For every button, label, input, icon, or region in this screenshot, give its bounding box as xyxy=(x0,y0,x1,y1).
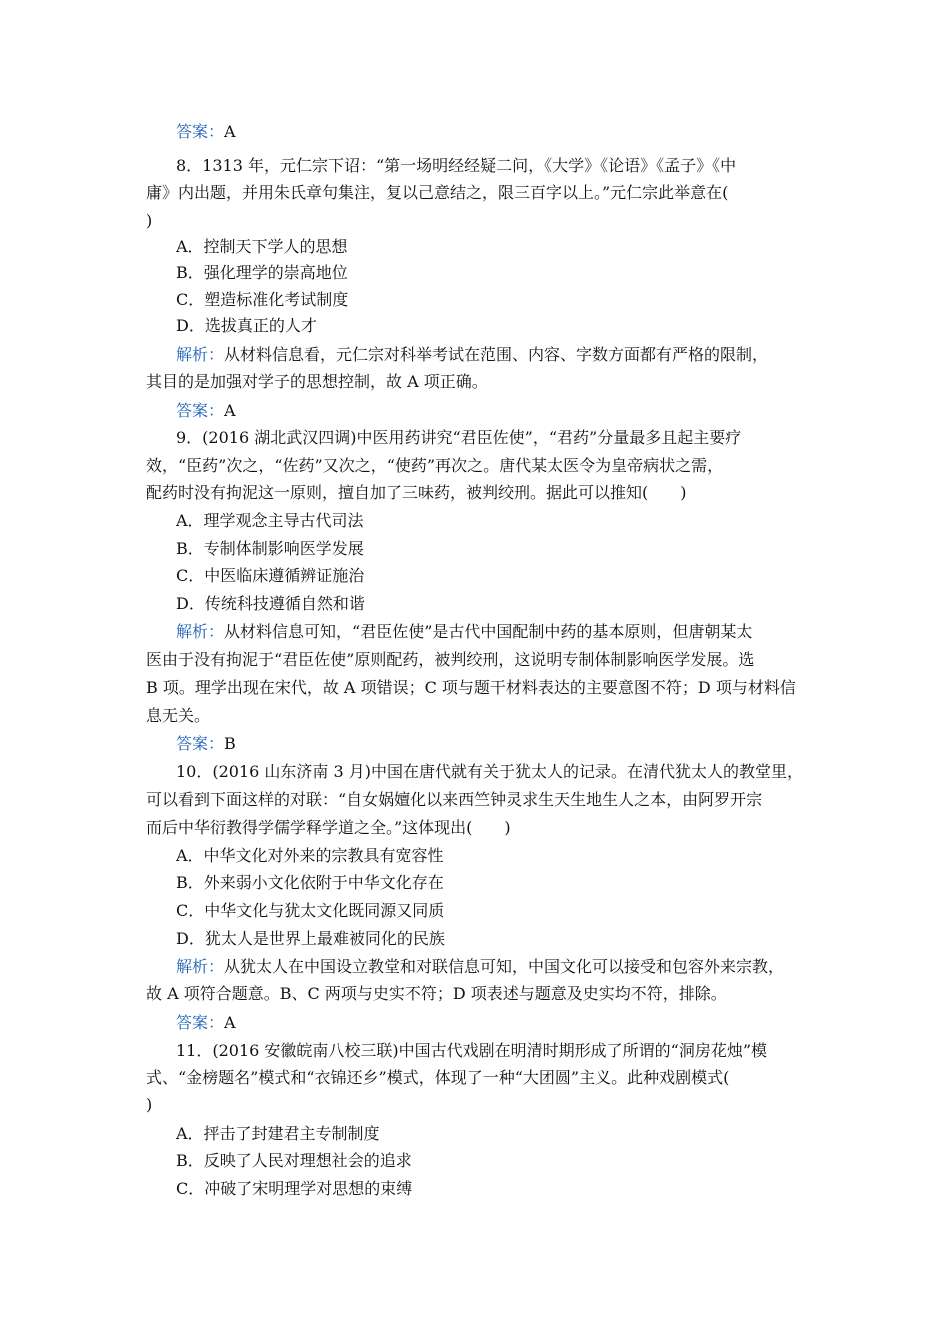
q9-analysis-line-1 xyxy=(176,622,752,642)
q8-stem-line-3: ) xyxy=(146,211,153,230)
q10-option-b: B．外来弱小文化依附于中华文化存在 xyxy=(176,873,444,892)
q11-stem-line-3: ) xyxy=(146,1095,153,1114)
answer-value: B xyxy=(224,734,236,753)
q11-option-c: C．冲破了宋明理学对思想的束缚 xyxy=(176,1179,413,1198)
analysis-label: 解析： xyxy=(176,622,225,641)
q11-option-a: A．抨击了封建君主专制制度 xyxy=(176,1124,380,1143)
q9-analysis-line-3: B 项。理学出现在宋代，故 A 项错误；C 项与题干材料表达的主要意图不符；D 项与材料信 xyxy=(146,678,796,697)
answer-label: 答案： xyxy=(176,734,225,753)
q9-option-d: D．传统科技遵循自然和谐 xyxy=(176,594,365,613)
q9-answer xyxy=(176,734,236,754)
answer-value: A xyxy=(224,1013,236,1032)
q11-option-b: B．反映了人民对理想社会的追求 xyxy=(176,1151,412,1170)
q10-option-a: A．中华文化对外来的宗教具有宽容性 xyxy=(176,846,444,865)
q8-answer xyxy=(176,401,236,421)
q10-answer xyxy=(176,1013,236,1033)
analysis-label: 解析： xyxy=(176,957,225,976)
analysis-label: 解析： xyxy=(176,345,225,364)
answer-value: A xyxy=(224,401,236,420)
q9-stem-line-3: 配药时没有拘泥这一原则，擅自加了三味药，被判绞刑。据此可以推知( ) xyxy=(146,483,687,502)
q8-analysis-line-2: 其目的是加强对学子的思想控制，故 A 项正确。 xyxy=(146,372,488,391)
q10-option-c: C．中华文化与犹太文化既同源又同质 xyxy=(176,901,445,920)
analysis-text: 从材料信息可知，“君臣佐使”是古代中国配制中药的基本原则，但唐朝某太 xyxy=(224,622,753,641)
q8-analysis-line-1 xyxy=(176,345,768,365)
q10-stem-line-1: 10．(2016 山东济南 3 月)中国在唐代就有关于犹太人的记录。在清代犹太人的教堂里， xyxy=(176,762,804,781)
q8-stem-line-1: 8．1313 年，元仁宗下诏：“第一场明经经疑二问，《大学》《论语》《孟子》《中 xyxy=(176,156,737,175)
answer-value: A xyxy=(224,122,236,141)
q8-option-b: B．强化理学的崇高地位 xyxy=(176,263,348,282)
q11-stem-line-1: 11．(2016 安徽皖南八校三联)中国古代戏剧在明清时期形成了所谓的“洞房花烛”模 xyxy=(176,1041,768,1060)
q10-option-d: D．犹太人是世界上最难被同化的民族 xyxy=(176,929,445,948)
q9-analysis-line-2: 医由于没有拘泥于“君臣佐使”原则配药，被判绞刑，这说明专制体制影响医学发展。选 xyxy=(146,650,755,669)
answer-label: 答案： xyxy=(176,401,225,420)
analysis-text: 从材料信息看，元仁宗对科举考试在范围、内容、字数方面都有严格的限制， xyxy=(224,345,769,364)
q9-option-a: A．理学观念主导古代司法 xyxy=(176,511,364,530)
q10-stem-line-2: 可以看到下面这样的对联：“自女娲嬗化以来西竺钟灵求生天生地生人之本，由阿罗开宗 xyxy=(146,790,763,809)
q9-stem-line-2: 效，“臣药”次之，“佐药”又次之，“使药”再次之。唐代某太医令为皇帝病状之需， xyxy=(146,456,724,475)
q10-stem-line-3: 而后中华衍教得学儒学释学道之全。”这体现出( ) xyxy=(146,818,511,837)
q8-stem-line-2: 庸》内出题，并用朱氏章句集注，复以己意结之，限三百字以上。”元仁宗此举意在( xyxy=(146,183,729,202)
q8-option-c: C．塑造标准化考试制度 xyxy=(176,290,349,309)
q8-option-d: D．选拔真正的人才 xyxy=(176,316,317,335)
q7-answer xyxy=(176,122,236,142)
answer-label: 答案： xyxy=(176,122,225,141)
q9-analysis-line-4: 息无关。 xyxy=(146,706,211,725)
q9-option-b: B．专制体制影响医学发展 xyxy=(176,539,364,558)
analysis-text: 从犹太人在中国设立教堂和对联信息可知，中国文化可以接受和包容外来宗教， xyxy=(224,957,785,976)
q9-option-c: C．中医临床遵循辨证施治 xyxy=(176,566,365,585)
q10-analysis-line-1 xyxy=(176,957,784,977)
q10-analysis-line-2: 故 A 项符合题意。B、C 两项与史实不符；D 项表述与题意及史实均不符，排除。 xyxy=(146,984,727,1003)
q8-option-a: A．控制天下学人的思想 xyxy=(176,237,348,256)
q9-stem-line-1: 9．(2016 湖北武汉四调)中医用药讲究“君臣佐使”，“君药”分量最多且起主要疗 xyxy=(176,428,742,447)
q11-stem-line-2: 式、“金榜题名”模式和“衣锦还乡”模式，体现了一种“大团圆”主义。此种戏剧模式( xyxy=(146,1068,730,1087)
answer-label: 答案： xyxy=(176,1013,225,1032)
